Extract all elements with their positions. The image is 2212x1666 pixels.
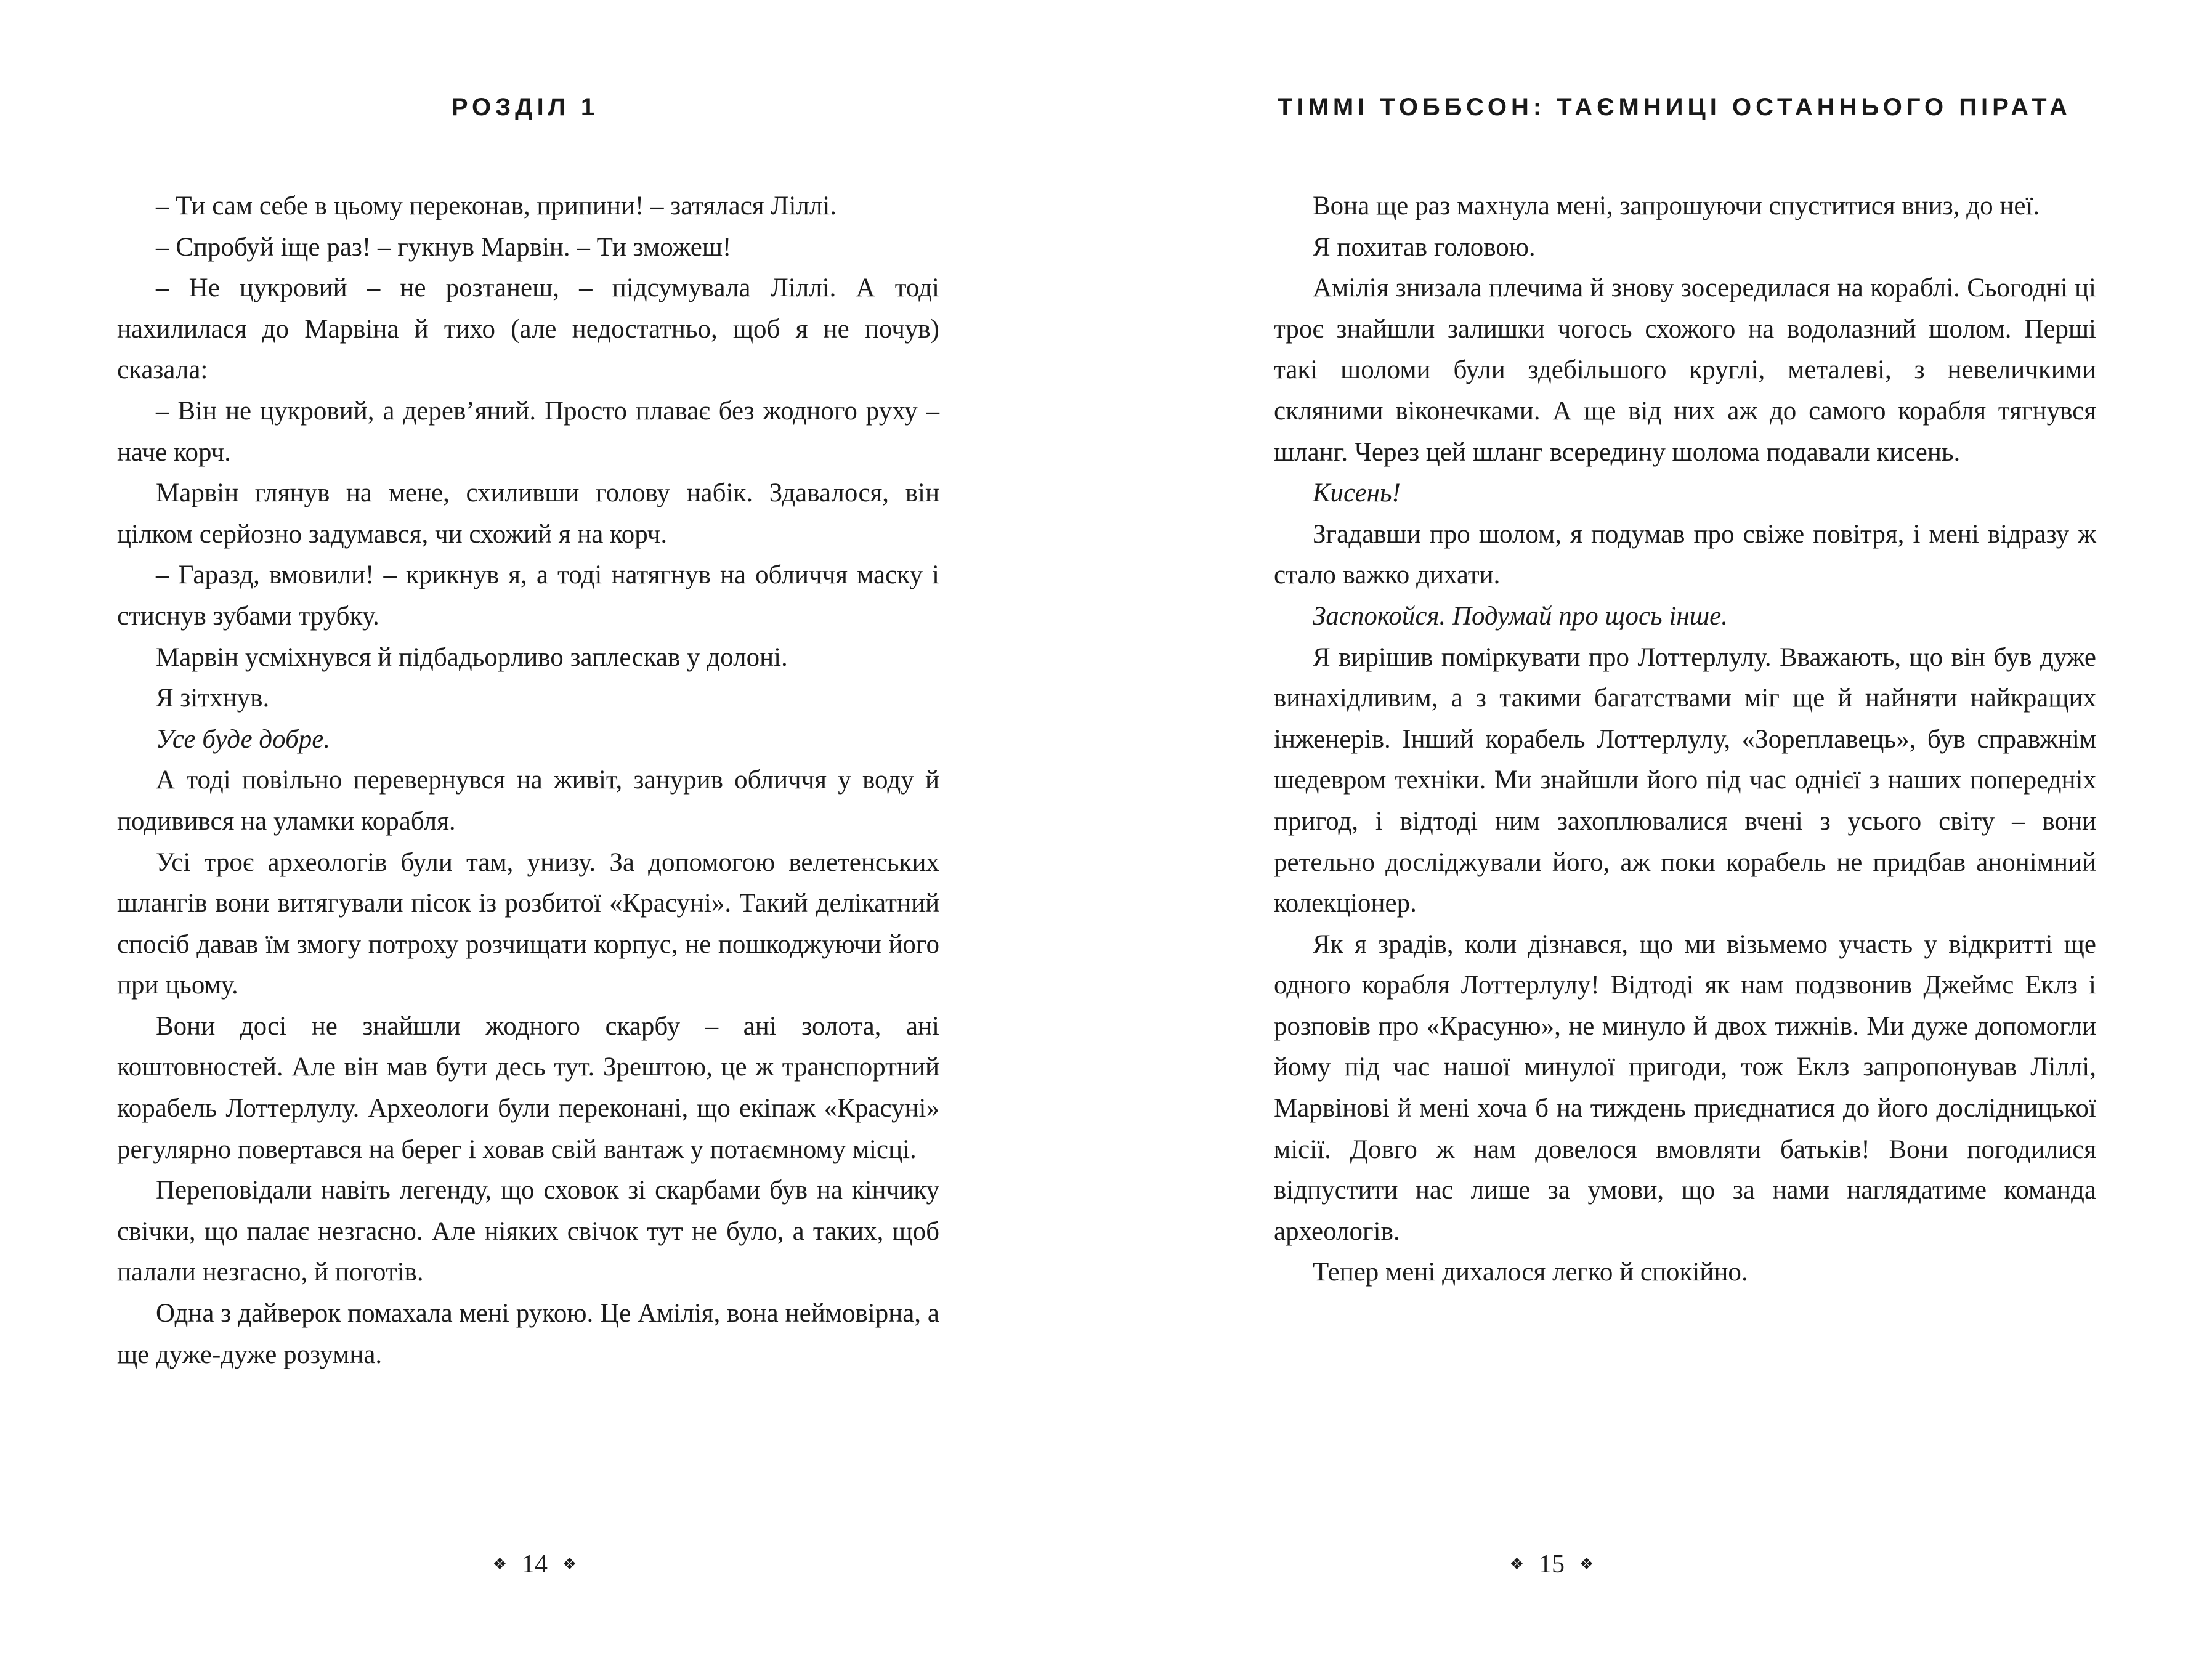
paragraph: Вони досі не знайшли жодного скарбу – ані золота, ані коштовностей. Але він мав бути десь тут. Зрештою, це ж транспортний корабель Лоттерлулу. Археологи були переконані, що екіпаж «Красуні» регулярно повертався на берег і ховав свій вантаж у потаємному місці. bbox=[117, 1011, 939, 1164]
paragraph: – Він не цукровий, а дерев’яний. Просто плаває без жодного руху – наче корч. bbox=[117, 396, 939, 467]
paragraph: Усі троє археологів були там, унизу. За допомогою велетенських шлангів вони витягували пісок із розбитої «Красуні». Такий делікатний спосіб давав їм змогу потроху розчищати корпус, не пошкоджуючи його при цьому. bbox=[117, 847, 939, 1000]
paragraph: Марвін усміхнувся й підбадьорливо заплескав у долоні. bbox=[156, 642, 788, 672]
paragraph: Одна з дайверок помахала мені рукою. Це Амілія, вона неймовірна, а ще дуже-дуже розумна. bbox=[117, 1299, 939, 1369]
paragraph: Я зітхнув. bbox=[156, 684, 270, 713]
paragraph: Марвін глянув на мене, схиливши голову набік. Здавалося, він цілком серйозно задумався, чи схожий я на корч. bbox=[117, 479, 939, 549]
right-page bbox=[1106, 0, 2212, 1666]
paragraph: – Гаразд, вмовили! – крикнув я, а тоді натягнув на обличчя маску і стиснув зубами трубку. bbox=[117, 560, 939, 631]
running-head: ТІММІ ТОББСОН: ТАЄМНИЦІ ОСТАННЬОГО ПІРАТА bbox=[1278, 94, 2072, 121]
paragraph: – Ти сам себе в цьому переконав, припини! – затялася Ліллі. bbox=[156, 192, 837, 220]
page-number: 15 bbox=[1539, 1550, 1565, 1579]
paragraph: Амілія знизала плечима й знову зосередилася на кораблі. Сьогодні ці троє знайшли залишки чогось схожого на водолазний шолом. Перші такі шоломи були здебільшого круглі, металеві, з невеличкими скляними віконечками. А ще від них аж до самого корабля тягнувся шланг. Через цей шланг всередину шолома подавали кисень. bbox=[1274, 273, 2096, 467]
paragraph: Я вирішив поміркувати про Лоттерлулу. Вважають, що він був дуже винахідливим, а з такими багатствами міг ще й найняти найкращих інженерів. Інший корабель Лоттерлулу, «Зореплавець», був справжнім шедевром техніки. Ми знайшли його під час однієї з наших попередніх пригод, і відтоді ним захоплювалися вчені з усього світу – вони ретельно досліджували його, аж поки корабель не придбав анонімний колекціонер. bbox=[1274, 642, 2096, 918]
page-number-footer bbox=[1367, 1546, 1736, 1585]
paragraph: Тепер мені дихалося легко й спокійно. bbox=[1313, 1258, 1748, 1287]
ornament-icon: ❖ bbox=[1509, 1555, 1524, 1574]
running-head: РОЗДІЛ 1 bbox=[451, 94, 599, 121]
body-text bbox=[1274, 186, 2096, 1293]
paragraph: Переповідали навіть легенду, що сховок зі скарбами був на кінчику свічки, що палає незгасно. Але ніяких свічок тут не було, а таких, щоб палали незгасно, й поготів. bbox=[117, 1176, 939, 1287]
italic-thought: Кисень! bbox=[1313, 479, 1401, 508]
paragraph: – Спробуй іще раз! – гукнув Марвін. – Ти зможеш! bbox=[156, 232, 732, 262]
ornament-icon: ❖ bbox=[1579, 1555, 1594, 1574]
page-number-footer bbox=[350, 1546, 719, 1585]
paragraph: Я похитав головою. bbox=[1313, 232, 1536, 262]
ornament-icon: ❖ bbox=[562, 1555, 577, 1574]
paragraph: А тоді повільно перевернувся на живіт, занурив обличчя у воду й подивився на уламки корабля. bbox=[117, 766, 939, 836]
paragraph: Вона ще раз махнула мені, запрошуючи спуститися вниз, до неї. bbox=[1313, 192, 2040, 220]
paragraph: Згадавши про шолом, я подумав про свіже повітря, і мені відразу ж стало важко дихати. bbox=[1274, 519, 2096, 590]
body-text bbox=[117, 186, 939, 1375]
paragraph: Як я зрадів, коли дізнався, що ми візьмемо участь у відкритті ще одного корабля Лоттерлулу! Відтоді як нам подзвонив Джеймс Еклз і розповів про «Красуню», не минуло й двох тижнів. Ми дуже допомогли йому під час нашої минулої пригоди, тож Еклз запропонував Ліллі, Марвінові й мені хоча б на тиждень приєднатися до його дослідницької місії. Довго ж нам довелося вмовляти батьків! Вони погодилися відпустити нас лише за умови, що за нами наглядатиме команда археологів. bbox=[1274, 929, 2096, 1246]
italic-thought: Усе буде добре. bbox=[156, 724, 331, 754]
paragraph: – Не цукровий – не розтанеш, – підсумувала Ліллі. А тоді нахилилася до Марвіна й тихо (але недостатньо, щоб я не почув) сказала: bbox=[117, 273, 939, 385]
italic-thought: Заспокойся. Подумай про щось інше. bbox=[1313, 601, 1728, 631]
ornament-icon: ❖ bbox=[492, 1555, 507, 1574]
page-number: 14 bbox=[522, 1550, 548, 1579]
